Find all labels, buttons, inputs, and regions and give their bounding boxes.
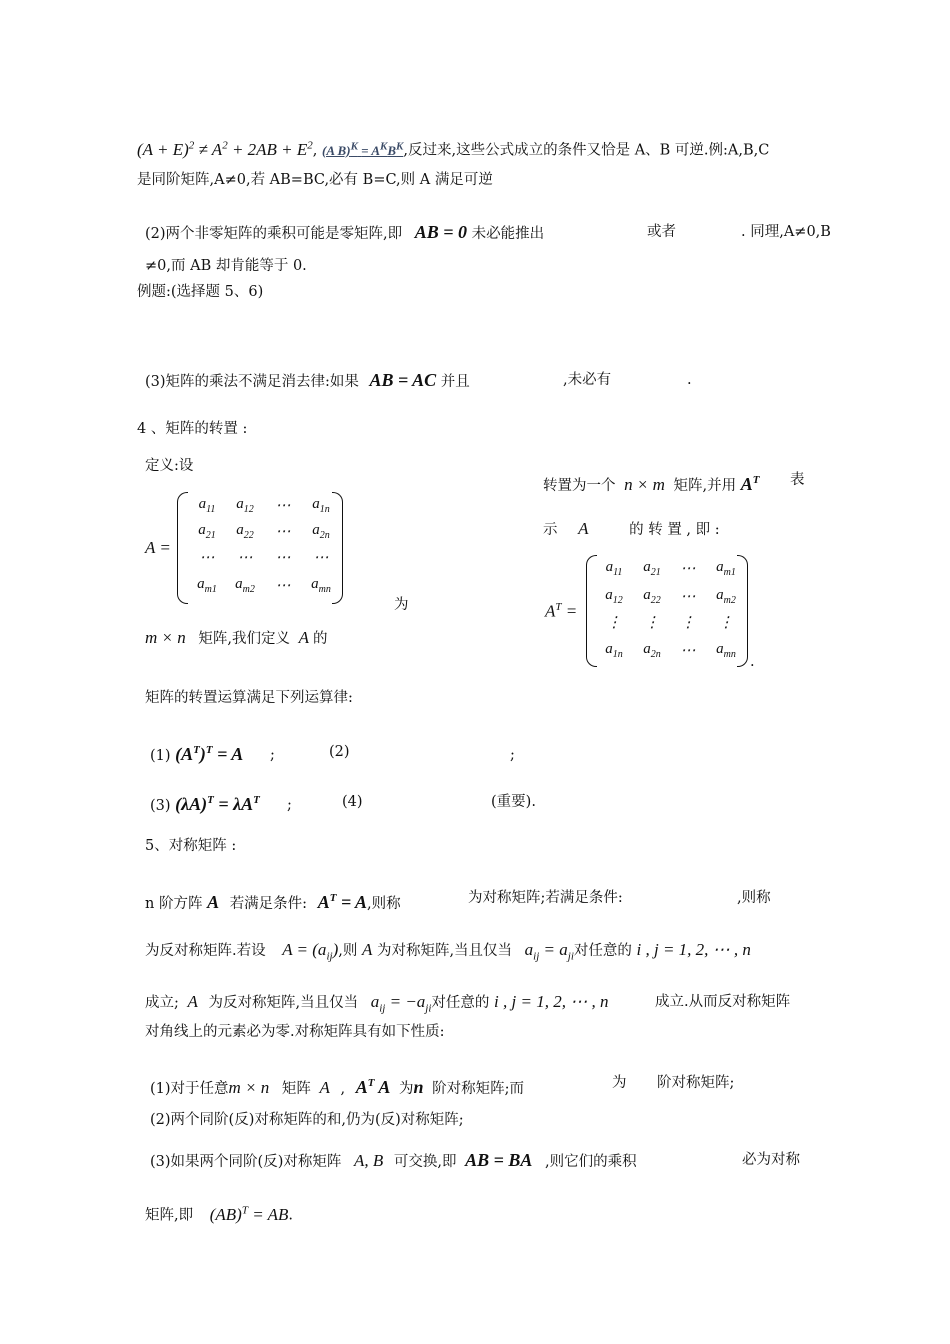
- matrix-cell: $a_{22}$: [236, 522, 254, 541]
- formula-index-range: i , j = 1, 2, ⋯ , n: [636, 940, 751, 959]
- example-label: 例题:(选择题 5、6): [137, 284, 264, 300]
- formula-line-1: [137, 135, 769, 161]
- rule-4-label: (4): [342, 794, 363, 810]
- paragraph-text: ,未必有: [563, 372, 612, 388]
- formula-a: A: [187, 992, 198, 1011]
- transpose-text-line: 转置为一个 n × m 矩阵,并用 $A^T$: [543, 474, 760, 494]
- formula-nxm: n × m: [624, 475, 665, 494]
- formula-at-a: $A^T$ A: [355, 1077, 391, 1097]
- property-3-cont: 矩阵,即 (AB)$^T$ = AB.: [145, 1204, 293, 1224]
- property-2: (2)两个同阶(反)对称矩阵的和,仍为(反)对称矩阵;: [150, 1112, 464, 1128]
- matrix-cell: ⋯: [199, 550, 215, 566]
- paragraph-text: 阶对称矩阵;: [657, 1075, 735, 1091]
- matrix-cell: ⋯: [680, 561, 696, 577]
- paragraph-text: 对角线上的元素必为零.对称矩阵具有如下性质:: [145, 1024, 445, 1040]
- matrix-cell: ⋯: [680, 643, 696, 659]
- matrix-at-label: $A^T$ =: [545, 601, 578, 621]
- property-3: (3)如果两个同阶(反)对称矩阵 A, B 可交换,即 AB = BA ,则它们的乘积: [150, 1150, 637, 1170]
- matrix-cell: ⋮: [718, 615, 734, 631]
- formula-power-product: (A $B)^K = A^KB^K$: [322, 140, 404, 158]
- symmetric-line-1: n 阶方阵 A 若满足条件: $A^T = A$,则称: [145, 892, 401, 912]
- paragraph-text: ,则称: [737, 890, 771, 906]
- matrix-cell: $a_{m2}$: [235, 576, 255, 595]
- matrix-cell: ⋯: [680, 589, 696, 605]
- formula-a: A: [578, 519, 589, 538]
- formula-a: A: [298, 628, 309, 647]
- formula-mxn: m × n: [145, 628, 186, 647]
- formula-sum-squared: $(A + E)^2 \ne A^2 + 2AB + E^2$: [137, 139, 313, 159]
- matrix-cell: $a_{m2}$: [716, 587, 736, 606]
- paragraph-line: (3)矩阵的乘法不满足消去律:如果 AB = AC 并且: [145, 370, 470, 390]
- paragraph-text: ≠0,而 AB 却肯能等于 0.: [145, 258, 307, 274]
- matrix-cell: $a_{21}$: [643, 559, 661, 578]
- formula-ab-ba: AB = BA: [465, 1150, 533, 1170]
- matrix-cell: $a_{mn}$: [311, 576, 331, 595]
- matrix-cell: $a_{12}$: [605, 587, 623, 606]
- formula-n: n: [413, 1077, 424, 1097]
- rule-3: (3) $(\lambda A)^T = \lambda A^T$: [150, 794, 260, 814]
- paragraph-text: 必为对称: [742, 1152, 800, 1168]
- paragraph-text: 成立.从而反对称矩阵: [655, 994, 791, 1010]
- matrix-cell: $a_{1n}$: [312, 496, 330, 515]
- paragraph-text: .: [687, 372, 692, 388]
- definition-label: 定义:设: [145, 458, 194, 474]
- definition-line: m × n 矩阵,我们定义 A 的: [145, 628, 328, 647]
- formula-a-aij: $A = (a_{ij})$: [282, 940, 339, 963]
- formula-a: A: [361, 940, 373, 959]
- section-heading: 4 、矩阵的转置 :: [137, 421, 248, 437]
- formula-rule-1: $(A^T)^T = A$: [175, 744, 244, 764]
- matrix-cell: ⋯: [275, 524, 291, 540]
- matrix-cell: $a_{22}$: [643, 587, 661, 606]
- formula-rule-3: $(\lambda A)^T = \lambda A^T$: [175, 794, 260, 814]
- rule-4-note: (重要).: [491, 794, 536, 810]
- section-heading: 5、对称矩阵 :: [145, 838, 237, 854]
- paragraph-text: ;: [287, 797, 292, 813]
- matrix-a-label: A =: [145, 538, 171, 557]
- matrix-cell: $a_{m1}$: [716, 559, 736, 578]
- paragraph-text: 或者: [647, 224, 676, 240]
- formula-aij-neg-aji: $a_{ij} = -a_{ji}$: [370, 992, 432, 1015]
- formula-ab-transpose: (AB)$^T$ = AB: [209, 1204, 289, 1224]
- matrix-a-transpose: [586, 555, 748, 667]
- formula-ab-ac: AB = AC: [369, 370, 437, 390]
- formula-a-b: A, B: [353, 1151, 384, 1170]
- matrix-cell: ⋯: [275, 550, 291, 566]
- matrix-a: [177, 492, 343, 604]
- formula-a: A: [319, 1078, 330, 1097]
- formula-mxn: m × n: [228, 1078, 270, 1097]
- paragraph-text: 为: [612, 1075, 627, 1091]
- formula-ab-zero: AB = 0: [414, 222, 468, 242]
- matrix-cell: ⋮: [680, 615, 696, 631]
- rule-2-label: (2): [329, 744, 350, 760]
- matrix-cell: $a_{12}$: [236, 496, 254, 515]
- matrix-cell: $a_{1n}$: [605, 641, 623, 660]
- matrix-cell: ⋯: [275, 498, 291, 514]
- paragraph-text: 为: [394, 597, 409, 613]
- formula-index-range: i , j = 1, 2, ⋯ , n: [494, 992, 609, 1011]
- comma: ,: [312, 142, 318, 159]
- paragraph-text: 表: [790, 472, 805, 488]
- formula-aij-aji: $a_{ij} = a_{ji}$: [524, 940, 574, 963]
- paragraph-text: . 同理,A≠0,B: [741, 224, 831, 240]
- matrix-cell: ⋯: [237, 550, 253, 566]
- paragraph-line: (2)两个非零矩阵的乘积可能是零矩阵,即 AB = 0 未必能推出: [145, 222, 545, 242]
- symmetric-line-3: 成立; A 为反对称矩阵,当且仅当 $a_{ij} = -a_{ji}$对任意的 i , j = 1, 2, ⋯ , n: [145, 992, 609, 1015]
- matrix-cell: ⋮: [644, 615, 660, 631]
- matrix-cell: ⋮: [606, 615, 622, 631]
- rule-1: (1) $(A^T)^T = A$: [150, 744, 244, 764]
- matrix-cell: $a_{11}$: [198, 496, 216, 515]
- paragraph-text: ;: [510, 747, 515, 763]
- rules-intro: 矩阵的转置运算满足下列运算律:: [145, 690, 353, 706]
- matrix-cell: $a_{21}$: [198, 522, 216, 541]
- paragraph-text: .: [750, 654, 755, 670]
- paragraph-text: ;: [270, 747, 275, 763]
- transpose-text-line: 示 A 的 转 置 , 即 :: [543, 519, 720, 538]
- formula-symmetric: $A^T = A$: [317, 892, 368, 912]
- matrix-cell: $a_{11}$: [605, 559, 623, 578]
- formula-a: A: [207, 892, 220, 912]
- matrix-cell: $a_{mn}$: [716, 641, 736, 660]
- property-1: (1)对于任意m × n 矩阵 A , $A^T$ A 为n 阶对称矩阵;而: [150, 1077, 524, 1097]
- formula-at: $A^T$: [740, 474, 760, 494]
- symmetric-line-2: 为反对称矩阵.若设 $A = (a_{ij})$,则 A 为对称矩阵,当且仅当 $a_{ij} = a_{ji}$对任意的 i , j = 1, 2, ⋯ , n: [145, 940, 751, 963]
- paragraph-text: ,反过来,这些公式成立的条件又恰是 A、B 可逆.例:A,B,C: [403, 142, 770, 159]
- matrix-cell: ⋯: [313, 550, 329, 566]
- paragraph-text: 为对称矩阵;若满足条件:: [468, 890, 623, 906]
- matrix-cell: $a_{2n}$: [312, 522, 330, 541]
- paragraph-text: 是同阶矩阵,A≠0,若 AB=BC,必有 B=C,则 A 满足可逆: [137, 172, 493, 188]
- matrix-cell: $a_{2n}$: [643, 641, 661, 660]
- matrix-cell: $a_{m1}$: [197, 576, 217, 595]
- matrix-cell: ⋯: [275, 578, 291, 594]
